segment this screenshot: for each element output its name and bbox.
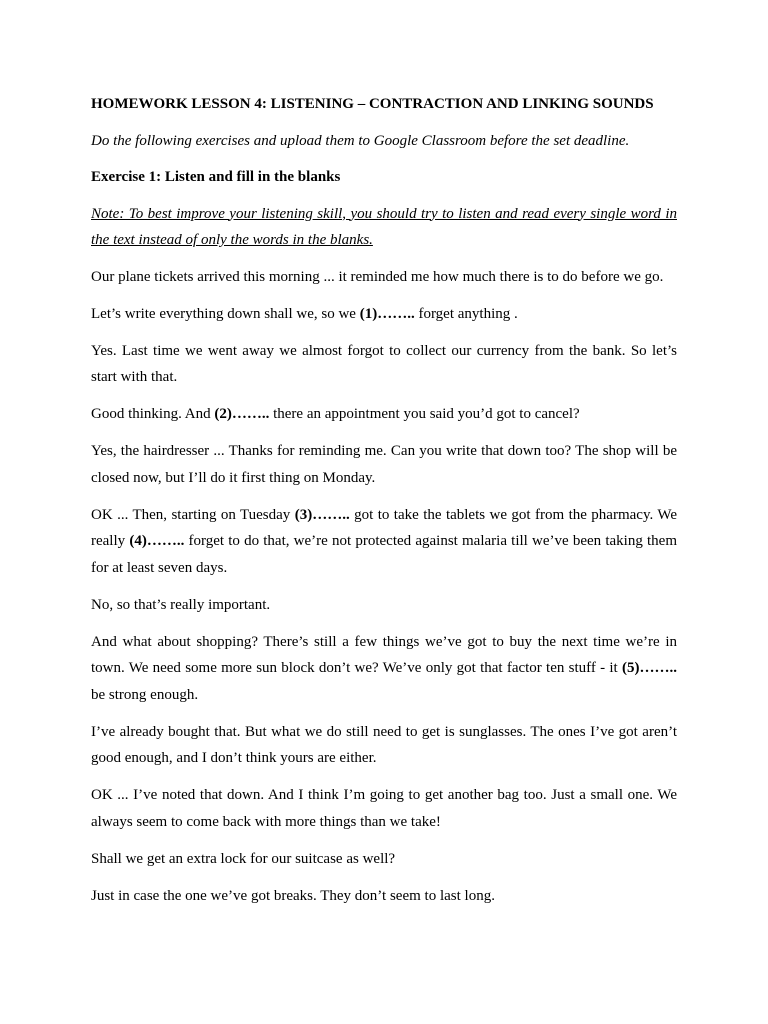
blank-1: (1)…….. bbox=[359, 305, 415, 322]
dialogue-line-5 bbox=[91, 438, 677, 491]
blank-3: (3)…….. bbox=[294, 506, 350, 523]
dialogue-line-10 bbox=[91, 782, 677, 835]
line-text: Yes, the hairdresser ... Thanks for reminding me. Can you write that down too? The shop will be closed now, but I’ll do it first thing on Monday. bbox=[91, 443, 677, 486]
line-text-before: Let’s write everything down shall we, so we bbox=[91, 305, 360, 322]
line-text-after: there an appointment you said you’d got to cancel? bbox=[269, 406, 580, 422]
dialogue-line-4 bbox=[91, 401, 677, 428]
line-text: Yes. Last time we went away we almost forgot to collect our currency from the bank. So let’s start with that. bbox=[91, 342, 677, 385]
dialogue-line-3 bbox=[91, 338, 677, 391]
line-text-after: be strong enough. bbox=[91, 686, 199, 703]
line-text: Just in case the one we’ve got breaks. They don’t seem to last long. bbox=[91, 887, 495, 904]
line-text-after: forget anything . bbox=[414, 305, 518, 322]
dialogue-line-8 bbox=[91, 629, 677, 709]
line-text-before: And what about shopping? There’s still a few things we’ve got to buy the next time we’re in town. We need some more sun block don’t we? We’ve only got that factor ten stuff - it bbox=[91, 633, 677, 676]
dialogue-line-6 bbox=[91, 502, 677, 582]
exercise-heading: Exercise 1: Listen and fill in the blanks bbox=[91, 169, 341, 185]
dialogue-line-12 bbox=[91, 883, 677, 910]
line-text: OK ... I’ve noted that down. And I think I’m going to get another bag too. Just a small one. We always seem to come back with more things than we take! bbox=[91, 787, 677, 830]
line-text: Our plane tickets arrived this morning ... it reminded me how much there is to do before we go. bbox=[91, 268, 664, 285]
line-text-before: Good thinking. And bbox=[91, 406, 215, 422]
dialogue-line-2 bbox=[91, 301, 677, 328]
instruction-text: Do the following exercises and upload them to Google Classroom before the set deadline. bbox=[91, 132, 630, 149]
dialogue-line-1 bbox=[91, 264, 677, 291]
dialogue-line-9 bbox=[91, 719, 677, 772]
line-text: I’ve already bought that. But what we do still need to get is sunglasses. The ones I’ve got aren’t good enough, and I don’t think yours are either. bbox=[91, 723, 677, 766]
dialogue-line-11 bbox=[91, 846, 677, 873]
line-text-before: OK ... Then, starting on Tuesday bbox=[91, 506, 295, 523]
line-text: Shall we get an extra lock for our suitcase as well? bbox=[91, 850, 396, 867]
line-text-middle: got to take the tablets we got from the pharmacy. We really bbox=[91, 506, 677, 549]
note-text: Note: To best improve your listening skill, you should try to listen and read every single word in the text instead of only the words in the blanks. bbox=[91, 205, 677, 248]
blank-5: (5)…….. bbox=[622, 660, 677, 676]
document-page bbox=[91, 91, 677, 920]
document-title: HOMEWORK LESSON 4: LISTENING – CONTRACTION AND LINKING SOUNDS bbox=[91, 96, 654, 112]
line-text-after: forget to do that, we’re not protected against malaria till we’ve been taking them for at least seven days. bbox=[91, 533, 677, 576]
dialogue-line-7 bbox=[91, 592, 677, 619]
blank-4: (4)…….. bbox=[129, 533, 185, 549]
line-text: No, so that’s really important. bbox=[91, 596, 271, 613]
blank-2: (2)…….. bbox=[214, 406, 270, 422]
